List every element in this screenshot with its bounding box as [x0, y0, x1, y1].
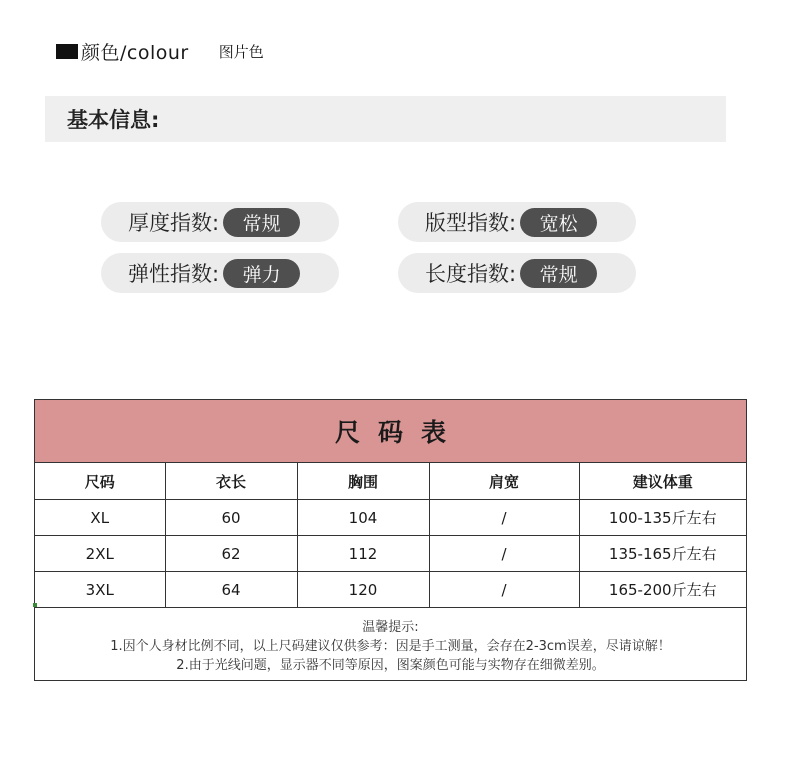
cell-weight: 100-135斤左右	[579, 500, 746, 536]
cell-size: 3XL	[35, 572, 165, 608]
attribute-value-badge: 宽松	[520, 208, 597, 237]
size-table	[35, 463, 746, 608]
basic-info-bar	[45, 96, 726, 142]
header-weight: 建议体重	[579, 463, 746, 500]
size-chart-title: 尺码表	[35, 400, 746, 463]
cell-weight: 135-165斤左右	[579, 536, 746, 572]
header-chest: 胸围	[297, 463, 429, 500]
attribute-value-badge: 弹力	[223, 259, 300, 288]
basic-info-title: 基本信息:	[67, 108, 160, 132]
size-chart	[34, 399, 747, 681]
table-header-row	[35, 463, 746, 500]
color-value: 图片色	[218, 42, 264, 61]
color-row	[56, 38, 264, 64]
table-row	[35, 536, 746, 572]
cell-size: 2XL	[35, 536, 165, 572]
color-swatch-icon	[56, 44, 78, 59]
attribute-value-badge: 常规	[520, 259, 597, 288]
corner-mark	[33, 603, 37, 607]
size-notes	[35, 608, 746, 675]
notes-line-1: 1.因个人身材比例不同，以上尺码建议仅供参考：因是手工测量，会存在2-3cm误差，尽请谅解！	[110, 639, 671, 654]
attribute-elasticity	[101, 253, 339, 293]
attribute-length	[398, 253, 636, 293]
header-length: 衣长	[165, 463, 297, 500]
cell-weight: 165-200斤左右	[579, 572, 746, 608]
cell-chest: 112	[297, 536, 429, 572]
cell-shoulder: /	[429, 500, 579, 536]
notes-line-2: 2.由于光线问题，显示器不同等原因，图案颜色可能与实物存在细微差别。	[176, 658, 605, 673]
notes-heading: 温馨提示:	[362, 620, 419, 635]
cell-length: 62	[165, 536, 297, 572]
cell-length: 64	[165, 572, 297, 608]
attribute-label: 版型指数:	[425, 211, 517, 235]
table-row	[35, 500, 746, 536]
header-size: 尺码	[35, 463, 165, 500]
cell-chest: 104	[297, 500, 429, 536]
attribute-label: 长度指数:	[425, 262, 517, 286]
header-shoulder: 肩宽	[429, 463, 579, 500]
cell-size: XL	[35, 500, 165, 536]
cell-shoulder: /	[429, 536, 579, 572]
color-label: 颜色/colour	[81, 41, 189, 64]
attribute-fit	[398, 202, 636, 242]
cell-length: 60	[165, 500, 297, 536]
attribute-thickness	[101, 202, 339, 242]
attribute-value-badge: 常规	[223, 208, 300, 237]
attribute-label: 弹性指数:	[128, 262, 220, 286]
cell-shoulder: /	[429, 572, 579, 608]
table-row	[35, 572, 746, 608]
attribute-label: 厚度指数:	[128, 211, 220, 235]
cell-chest: 120	[297, 572, 429, 608]
